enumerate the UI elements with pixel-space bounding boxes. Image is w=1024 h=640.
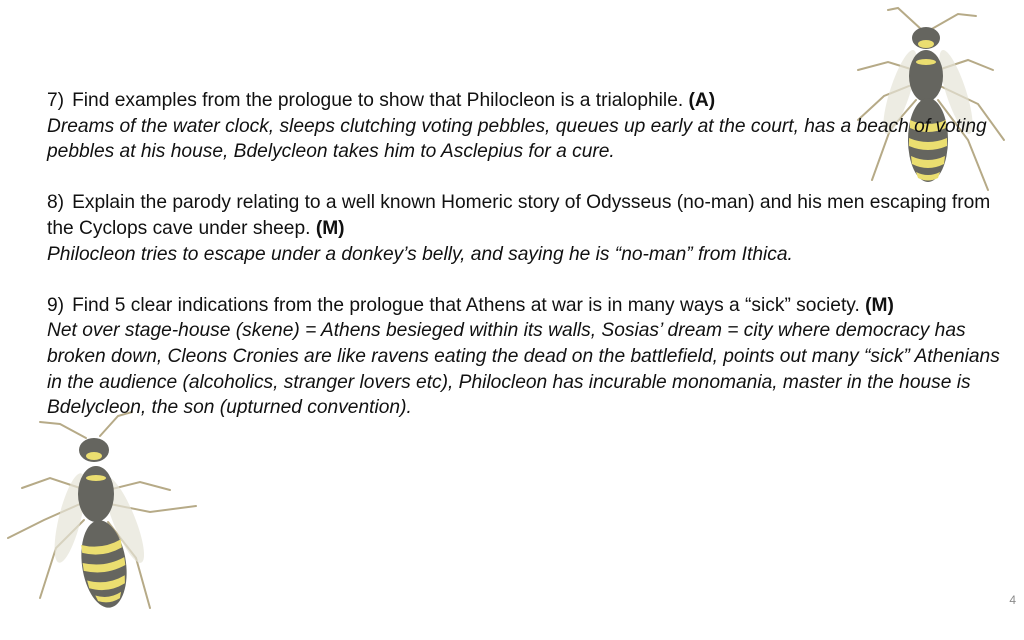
wasp-icon <box>0 408 212 640</box>
question-text: Find examples from the prologue to show that Philocleon is a trialophile. <box>72 90 684 111</box>
question-level: (A) <box>688 90 716 111</box>
question-9-answer: Net over stage-house (skene) = Athens besieged within its walls, Sosias’ dream = city where democracy has broken down, Cleons Cronies are like ravens eating the dead on the battlefield, points out many “sick” Athenians in the audience (alcoholics, stranger lovers etc), Philocleon has incurable monomania, master in the house is Bdelycleon, the son (upturned convention). <box>47 320 1000 419</box>
question-text: Find 5 clear indications from the prologue that Athens at war is in many ways a “sick” society. <box>72 294 860 316</box>
question-level: (M) <box>865 294 894 316</box>
spacer <box>47 267 1017 293</box>
slide-content <box>47 88 1017 421</box>
question-number: 8) <box>47 192 65 214</box>
page-number: 4 <box>1009 593 1016 607</box>
question-9-prompt <box>47 293 1017 319</box>
question-number: 7) <box>47 90 65 111</box>
question-8-prompt <box>47 190 1017 241</box>
question-text: Explain the parody relating to a well known Homeric story of Odysseus (no-man) and his men escaping from the Cyclops cave under sheep. <box>47 192 991 239</box>
question-level: (M) <box>315 217 345 239</box>
spacer <box>47 165 1017 191</box>
question-7-answer: Dreams of the water clock, sleeps clutching voting pebbles, queues up early at the court, has a beach of voting pebbles at his house, Bdelycleon takes him to Asclepius for a cure. <box>47 115 987 163</box>
question-8-answer: Philocleon tries to escape under a donkey’s belly, and saying he is “no-man” from Ithica. <box>47 243 793 265</box>
question-number: 9) <box>47 294 65 316</box>
question-7-prompt <box>47 88 1017 114</box>
